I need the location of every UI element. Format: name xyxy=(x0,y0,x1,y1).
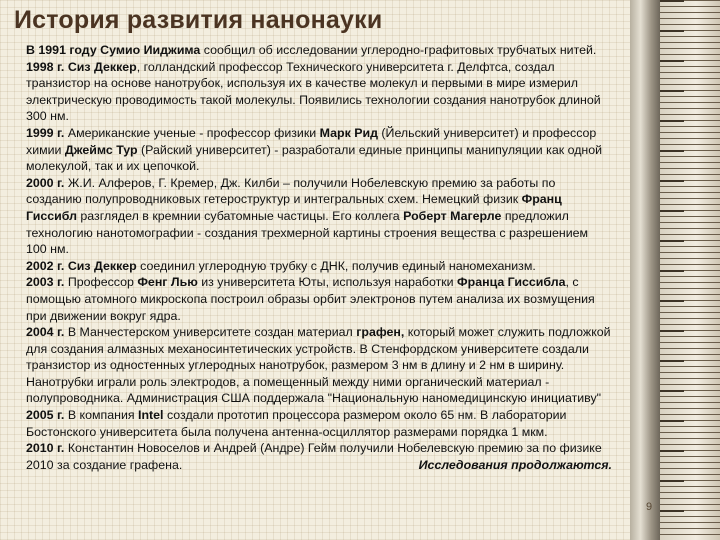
slide-title: История развития нанонауки xyxy=(14,6,383,34)
closing-note: Исследования продолжаются. xyxy=(418,457,612,472)
event-2010: 2010 г. Константин Новоселов и Андрей (Андре) Гейм получили Нобелевскую премию за по физике 2010 за создание графена. Исследования продолжаются. xyxy=(26,441,612,472)
event-2005: 2005 г. В компания Intel создали прототип процессора размером около 65 нм. В лаборатории Бостонского университета была получена антенна-осциллятор размерами порядка 1 мкм. xyxy=(26,408,567,439)
event-1991: В 1991 году Сумио Ииджима сообщил об исследовании углеродно-графитовых трубчатых нитей. xyxy=(26,43,597,57)
metal-rod xyxy=(630,0,660,540)
ruler-decoration xyxy=(630,0,720,540)
event-2000: 2000 г. Ж.И. Алферов, Г. Кремер, Дж. Килби – получили Нобелевскую премию за работы по созданию полупроводниковых гетероструктур и интегральных схем. Немецкий физик Франц Гиссибл разглядел в кремнии субатомные частицы. Его коллега Роберт Магерле предложил технологию нанотомографии - создания трехмерной картины строения вещества с разрешением 100 нм. xyxy=(26,175,589,257)
event-2002: 2002 г. Сиз Деккер соединил углеродную трубку с ДНК, получив единый наномеханизм. xyxy=(26,258,536,273)
event-1999: 1999 г. Американские ученые - профессор физики Марк Рид (Йельский университет) и профессор химии Джеймс Тур (Райский университет) - разработали единые принципы манипуляции как одной молекулой, так и их цепочкой. xyxy=(26,125,603,174)
event-2004: 2004 г. В Манчестерском университете создан материал графен, который может служить подложкой для создания алмазных механосинтетических устройств. В Стенфордском университете создали транзистор из одностенных углеродных нанотрубок, размером 3 нм в длину и 2 нм в ширину. Нанотрубки играли роль электродов, а помещенный между ними органический материал - полупроводника. Администрация США поддержала "Национальную наномедицинскую инициативу" xyxy=(26,325,611,406)
page-number: 9 xyxy=(646,501,653,513)
history-text xyxy=(26,42,612,473)
event-2003: 2003 г. Профессор Фенг Лью из университета Юты, используя наработки Франца Гиссибла, с помощью атомного микроскопа построил образы орбит электронов путем анализа их возмущения при движении вокруг ядра. xyxy=(26,275,595,323)
event-1998: 1998 г. Сиз Деккер, голландский профессор Технического университета г. Делфтса, создал транзистор на основе нанотрубок, используя их в качестве молекул и первыми в мире измерил электрическую проводимость такой молекулы. Появились технологии создания нанотрубок длиной 300 нм. xyxy=(26,59,601,124)
ruler-major-ticks xyxy=(660,0,684,540)
